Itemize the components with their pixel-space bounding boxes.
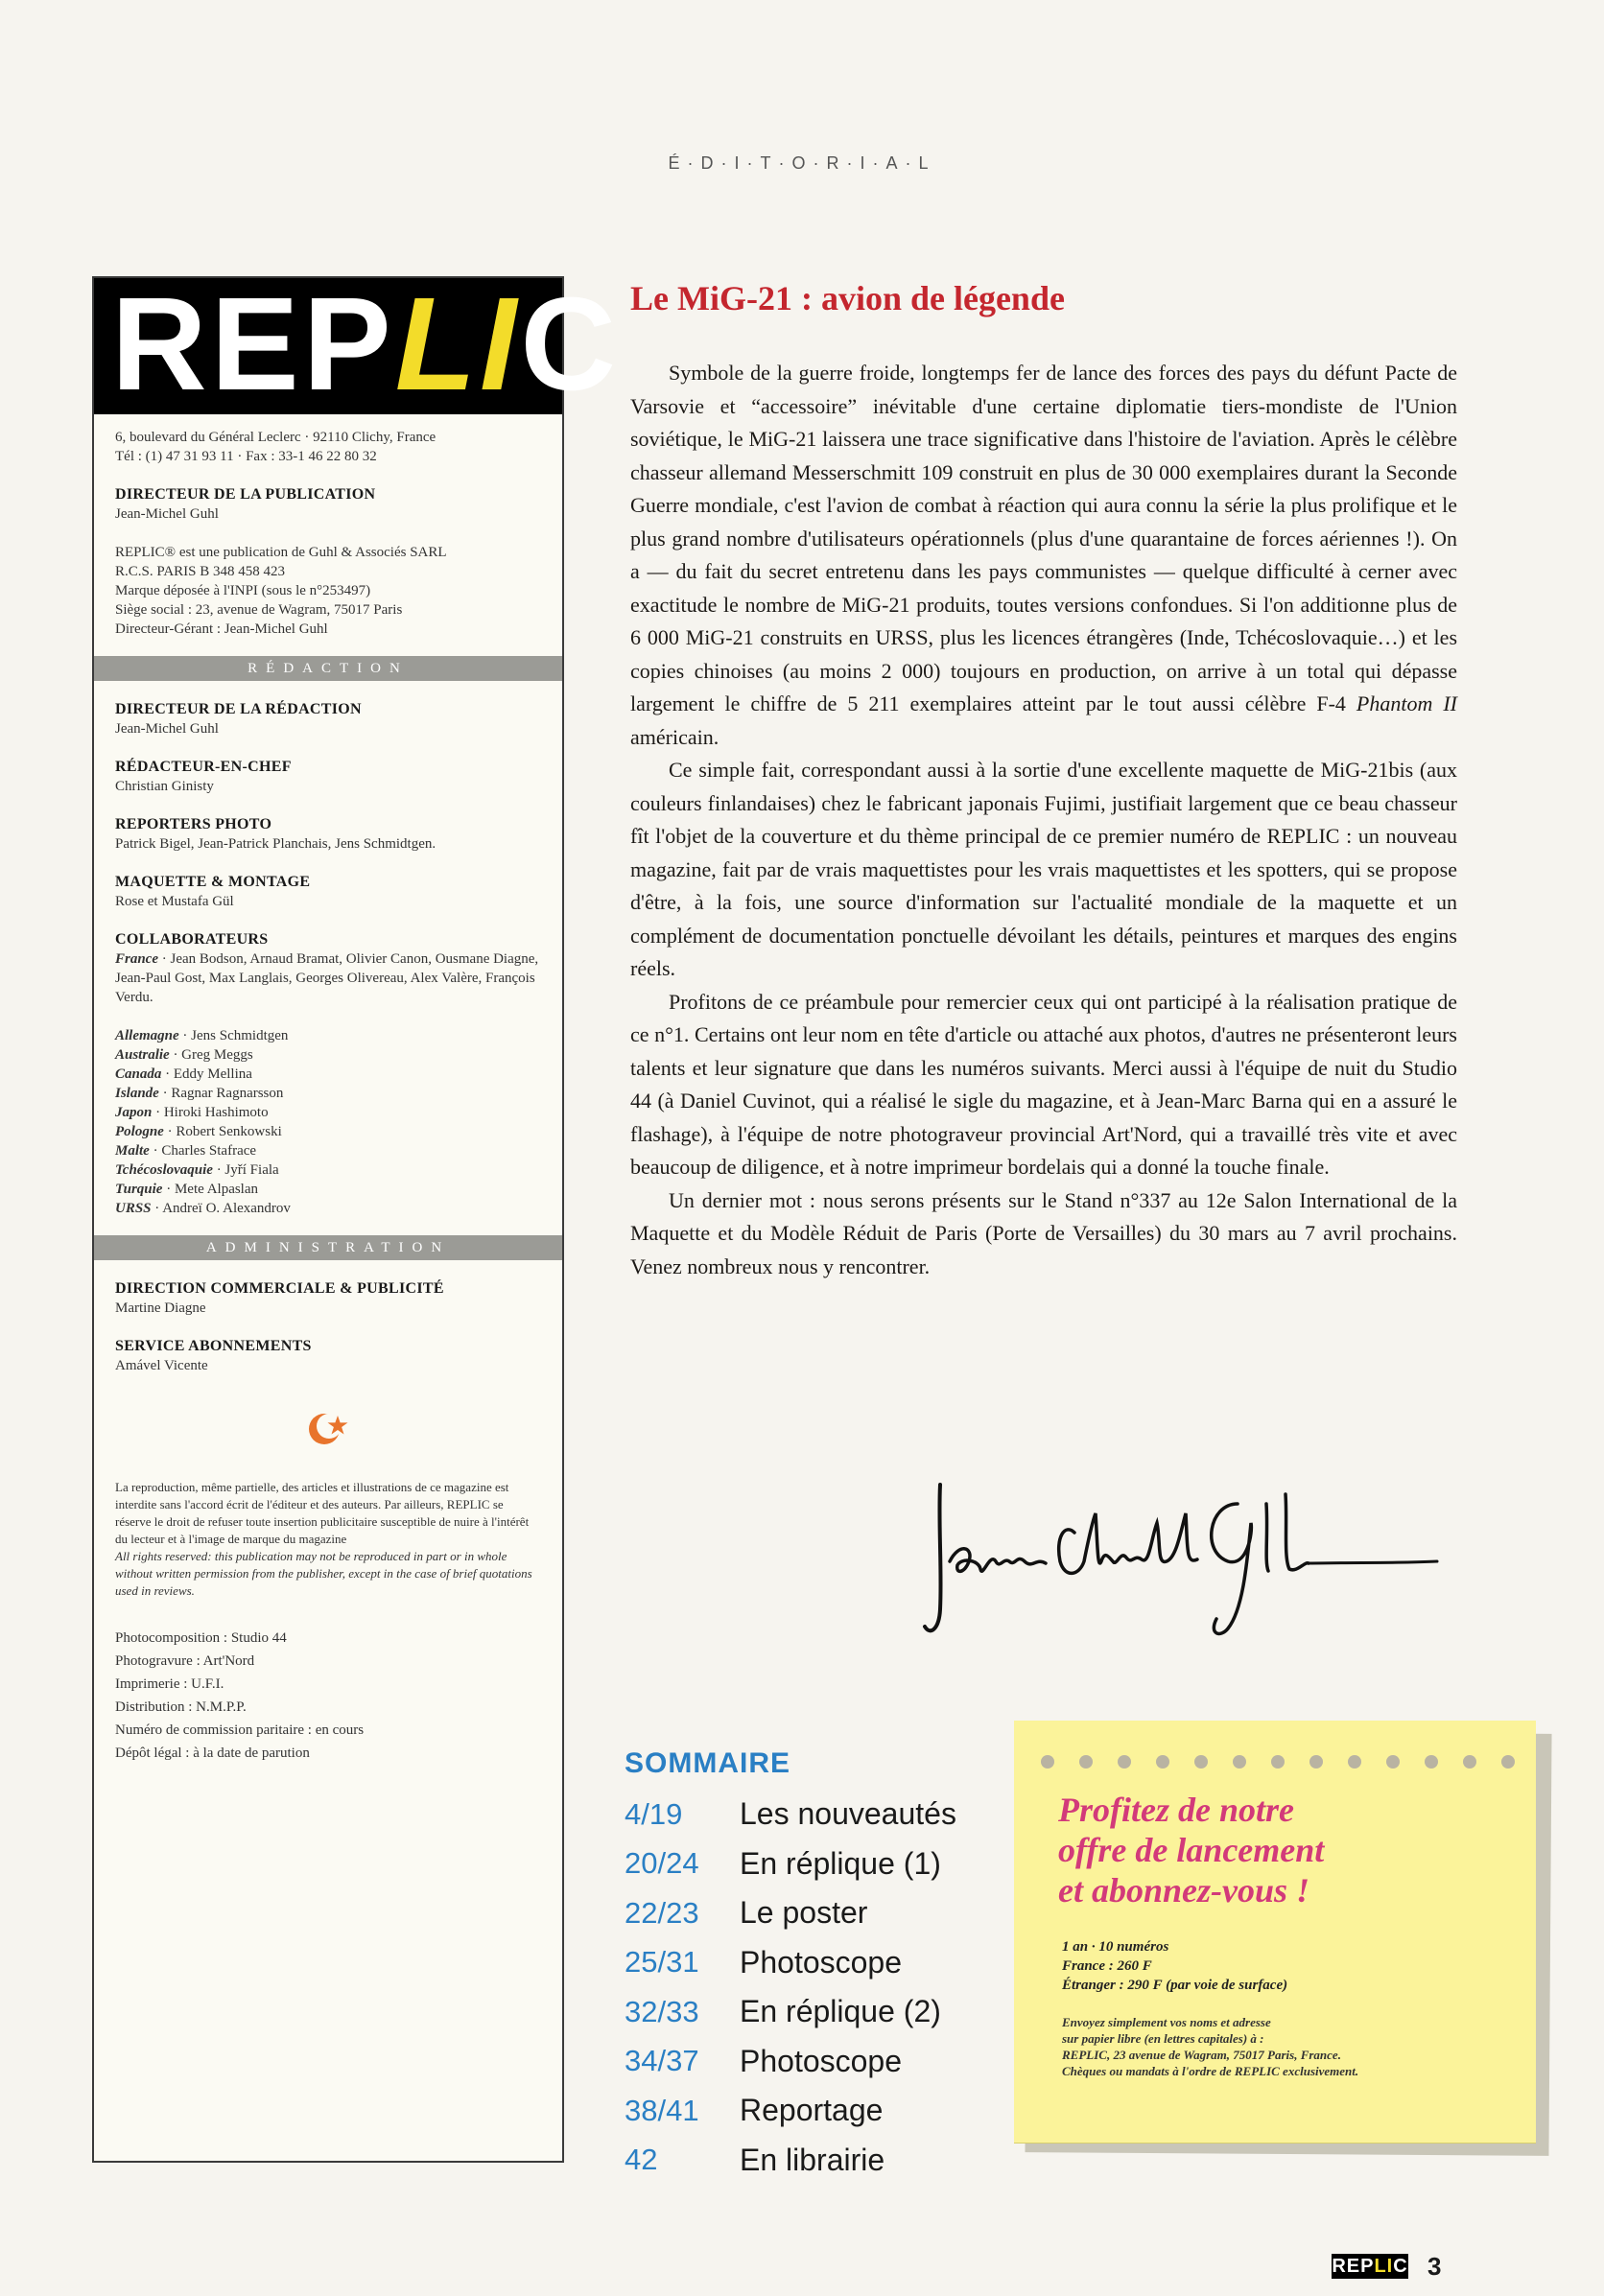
toc-label: En réplique (2) (740, 1994, 941, 2029)
sommaire-title: SOMMAIRE (625, 1747, 790, 1779)
paragraph: Ce simple fait, correspondant aussi à la sortie d'une excellente maquette de MiG-21bis (aux couleurs finlandaises) chez le fabricant japonais Fujimi, justifiait largement que ce beau chasseur fît l'objet de la couverture et du thème principal de ce premier numéro de REPLIC : un nouveau magazine, fait par de vrais maquettistes pour les vrais maquettistes et les spotters, qui se propose d'être, à la fois, une source d'information sur l'actualité mondiale de la maquette et un complément de documentation ponctuelle dévoilant les détails, peintures et marques des engins réels. (630, 758, 1457, 980)
commercial-direction-name: Martine Diagne (115, 1300, 206, 1316)
country-label: Islande (115, 1086, 159, 1101)
legal-notice-fr: La reproduction, même partielle, des articles et illustrations de ce magazine est interdite sans l'accord écrit de l'éditeur et des auteurs. Par ailleurs, REPLIC se réserve le droit de refuser toute insertion publicitaire susceptible de nuire à l'intérêt du lecteur et à l'image de marque du magazine (115, 1480, 530, 1546)
collaborator-row (115, 1180, 541, 1199)
company-info (115, 543, 541, 639)
logo-text-li: LI (394, 270, 521, 418)
country-label: Canada (115, 1066, 162, 1082)
company-line: R.C.S. PARIS B 348 458 423 (115, 564, 285, 579)
address-line: 6, boulevard du Général Leclerc · 92110 Clichy, France (115, 430, 436, 445)
offer-title-line: Profitez de notre (1058, 1791, 1294, 1829)
offer-instruction-line: sur papier libre (en lettres capitales) à : (1062, 2031, 1264, 2046)
toc-pages: 42 (625, 2143, 658, 2177)
intl-collaborators (115, 1026, 541, 1218)
masthead-panel (92, 270, 621, 2163)
toc-label: En réplique (1) (740, 1845, 941, 1881)
country-label: Tchécoslovaquie (115, 1162, 213, 1178)
footer-logo (1332, 2254, 1408, 2279)
paragraph: Profitons de ce préambule pour remercier ceux qui ont participé à la réalisation pratique de ce n°1. Certains ont leur nom en tête d'article ou attaché aux photos, d'autres ne présenteront leurs talents et leur signature que dans les numéros suivants. Merci aussi à l'équipe de nuit du Studio 44 (à Daniel Cuvinot, qui a réalisé le sigle du magazine, et à Jean-Marc Barna qui en a assuré le flashage), à l'équipe de notre photograveur provincial Art'Nord, qui a travaillé très vite et avec beaucoup de diligence, et à notre imprimeur bordelais qui a donné la touche finale. (630, 989, 1457, 1179)
country-label: Turquie (115, 1182, 163, 1197)
collaborator-name: · Mete Alpaslan (162, 1182, 259, 1197)
chief-editor-heading: RÉDACTEUR-EN-CHEF (115, 759, 292, 775)
collaborator-row (115, 1199, 541, 1218)
logo-text-main: REP (111, 270, 395, 418)
layout-names: Rose et Mustafa Gül (115, 894, 234, 909)
editor-signature (921, 1465, 1439, 1657)
chief-editor-name: Christian Ginisty (115, 779, 214, 794)
offer-instruction-line: Envoyez simplement vos noms et adresse (1062, 2015, 1271, 2029)
red-director-name: Jean-Michel Guhl (115, 721, 219, 737)
offer-instructions (1062, 2014, 1532, 2079)
phone-line: Tél : (1) 47 31 93 11 · Fax : 33-1 46 22 80 32 (115, 449, 377, 464)
paragraph-text: américain. (630, 724, 719, 749)
paragraph-text: Symbole de la guerre froide, longtemps fer de lance des forces des pays du défunt Pacte de Varsovie et “accessoire” inévitable d'une certaine diplomatie tiers-mondiste de l'Union soviétique, le MiG-21 laissera une trace significative dans l'histoire de l'aviation. Après le célèbre chasseur allemand Messerschmitt 109 construit en plus de 30 000 exemplaires durant la Seconde Guerre mondiale, c'est l'avion de combat à réaction qui aura connu la série la plus prolifique et le plus grand nombre d'utilisateurs opérationnels (plus d'une quarantaine de forces aériennes !). On a — du fait du secret entretenu dans les pays communistes — quelque difficulté à cerner avec exactitude le nombre de MiG-21 produits, toutes versions confondues. Si l'on additionne plus de 6 000 MiG-21 construits en URSS, plus les licences étrangères (Inde, Tchécoslovaquie…) et les copies chinoises (au moins 2 000) toujours en production, on arrive à un total qui dépasse largement le chiffre de 5 211 exemplaires atteint par le tout aussi célèbre F-4 (630, 361, 1457, 715)
toc-row[interactable] (625, 1790, 1008, 1839)
collaborator-name: · Eddy Mellina (161, 1066, 252, 1082)
collaborator-name: · Jyří Fiala (212, 1162, 279, 1178)
paragraph (630, 357, 1457, 754)
collaborators-france (115, 949, 541, 1007)
offer-instruction-line: REPLIC, 23 avenue de Wagram, 75017 Paris, France. (1062, 2048, 1341, 2062)
toc-pages: 38/41 (625, 2093, 699, 2127)
offer-prices (1062, 1937, 1513, 1995)
toc-label: Le poster (740, 1895, 868, 1931)
replic-logo (94, 270, 621, 418)
collaborator-row (115, 1160, 541, 1180)
toc-row[interactable] (625, 1938, 1008, 1988)
production-credits (115, 1627, 541, 1765)
red-director-heading: DIRECTEUR DE LA RÉDACTION (115, 701, 362, 717)
collaborator-name: · Robert Senkowski (163, 1124, 282, 1139)
phantom-name: Phantom II (1356, 691, 1457, 715)
company-line: REPLIC® est une publication de Guhl & Associés SARL (115, 545, 447, 560)
pub-director-heading: DIRECTEUR DE LA PUBLICATION (115, 486, 376, 503)
subscriptions-heading: SERVICE ABONNEMENTS (115, 1338, 312, 1354)
toc-label: Reportage (740, 2093, 884, 2128)
footer-logo-end: C (1393, 2256, 1408, 2277)
logo-text-end: C (520, 270, 621, 418)
administration-band: ADMINISTRATION (94, 1235, 562, 1260)
subscriptions-name: Amável Vicente (115, 1358, 208, 1373)
toc-row[interactable] (625, 2086, 1008, 2136)
collaborator-row (115, 1026, 541, 1045)
country-label: Malte (115, 1143, 150, 1159)
footer-logo-li: LI (1374, 2256, 1394, 2277)
photo-reporters-names: Patrick Bigel, Jean-Patrick Planchais, Jens Schmidtgen. (115, 836, 436, 852)
toc-pages: 4/19 (625, 1796, 683, 1831)
redaction-band: RÉDACTION (94, 656, 562, 681)
toc-pages: 22/23 (625, 1895, 699, 1930)
photo-reporters-heading: REPORTERS PHOTO (115, 816, 272, 832)
crescent-star-emblem (115, 1398, 541, 1456)
company-line: Marque déposée à l'INPI (sous le n°253497) (115, 583, 371, 598)
credit-line: Photogravure : Art'Nord (115, 1653, 255, 1669)
collaborator-row (115, 1103, 541, 1122)
collaborator-name: · Ragnar Ragnarsson (158, 1086, 284, 1101)
commercial-direction-heading: DIRECTION COMMERCIALE & PUBLICITÉ (115, 1280, 444, 1297)
collaborator-name: · Hiroki Hashimoto (152, 1105, 269, 1120)
country-label: Allemagne (115, 1028, 179, 1043)
offer-detail-line: 1 an · 10 numéros (1062, 1939, 1169, 1955)
country-label: URSS (115, 1201, 152, 1216)
credit-line: Numéro de commission paritaire : en cours (115, 1722, 365, 1738)
credit-line: Distribution : N.M.P.P. (115, 1699, 247, 1715)
table-of-contents (625, 1747, 1008, 2185)
offer-title (1058, 1790, 1509, 1910)
legal-notice-en: All rights reserved: this publication may not be reproduced in part or in whole without written permission from the publisher, except in the case of brief quotations used in reviews. (115, 1549, 532, 1598)
legal-notice (115, 1479, 541, 1600)
offer-instruction-line: Chèques ou mandats à l'ordre de REPLIC exclusivement. (1062, 2064, 1359, 2078)
offer-title-line: offre de lancement (1058, 1831, 1325, 1869)
country-label: Pologne (115, 1124, 164, 1139)
collaborators-heading: COLLABORATEURS (115, 931, 269, 948)
layout-heading: MAQUETTE & MONTAGE (115, 874, 311, 890)
toc-pages: 34/37 (625, 2044, 699, 2078)
collaborator-names: · Jean Bodson, Arnaud Bramat, Olivier Canon, Ousmane Diagne, Jean-Paul Gost, Max Langlais, Georges Olivereau, Alex Valère, François Verdu. (115, 951, 539, 1005)
paragraph: Un dernier mot : nous serons présents sur le Stand n°337 au 12e Salon International de la Maquette et du Modèle Réduit de Paris (Porte de Versailles) du 30 mars au 7 avril prochains. Venez nombreux nous y rencontrer. (630, 1187, 1457, 1278)
country-label: Australie (115, 1047, 170, 1063)
credit-line: Imprimerie : U.F.I. (115, 1676, 224, 1692)
toc-pages: 25/31 (625, 1945, 699, 1980)
editorial-body (630, 357, 1457, 1283)
toc-label: Photoscope (740, 1944, 903, 1980)
toc-label: Les nouveautés (740, 1796, 956, 1832)
country-label: Japon (115, 1105, 153, 1120)
company-line: Directeur-Gérant : Jean-Michel Guhl (115, 621, 328, 637)
company-line: Siège social : 23, avenue de Wagram, 75017 Paris (115, 602, 403, 618)
toc-row[interactable] (625, 1987, 1008, 2037)
offer-detail-line: Étranger : 290 F (par voie de surface) (1062, 1978, 1288, 1993)
editorial-title: Le MiG-21 : avion de légende (630, 279, 1065, 317)
collaborator-row (115, 1065, 541, 1084)
toc-label: Photoscope (740, 2043, 903, 2078)
toc-label: En librairie (740, 2142, 885, 2177)
page-number: 3 (1427, 2252, 1442, 2281)
collaborator-name: · Greg Meggs (169, 1047, 253, 1063)
toc-row[interactable] (625, 1888, 1008, 1938)
toc-pages: 32/33 (625, 1994, 699, 2028)
collaborator-name: · Charles Stafrace (149, 1143, 257, 1159)
credit-line: Photocomposition : Studio 44 (115, 1630, 287, 1646)
collaborator-row (115, 1045, 541, 1065)
toc-row[interactable] (625, 2136, 1008, 2186)
country-label: France (115, 951, 158, 967)
toc-row[interactable] (625, 1839, 1008, 1889)
credit-line: Dépôt légal : à la date de parution (115, 1745, 310, 1761)
collaborator-row (115, 1141, 541, 1160)
subscription-offer-note (1014, 1721, 1536, 2143)
offer-detail-line: France : 260 F (1062, 1958, 1152, 1974)
toc-pages: 20/24 (625, 1846, 699, 1881)
section-label: É·D·I·T·O·R·I·A·L (668, 153, 936, 173)
footer-logo-main: REP (1332, 2256, 1375, 2277)
address-block (115, 428, 541, 466)
pub-director-name: Jean-Michel Guhl (115, 506, 219, 522)
toc-row[interactable] (625, 2037, 1008, 2087)
offer-title-line: et abonnez-vous ! (1058, 1871, 1310, 1909)
collaborator-name: · Andreï O. Alexandrov (151, 1201, 291, 1216)
collaborator-name: · Jens Schmidtgen (178, 1028, 289, 1043)
collaborator-row (115, 1084, 541, 1103)
collaborator-row (115, 1122, 541, 1141)
